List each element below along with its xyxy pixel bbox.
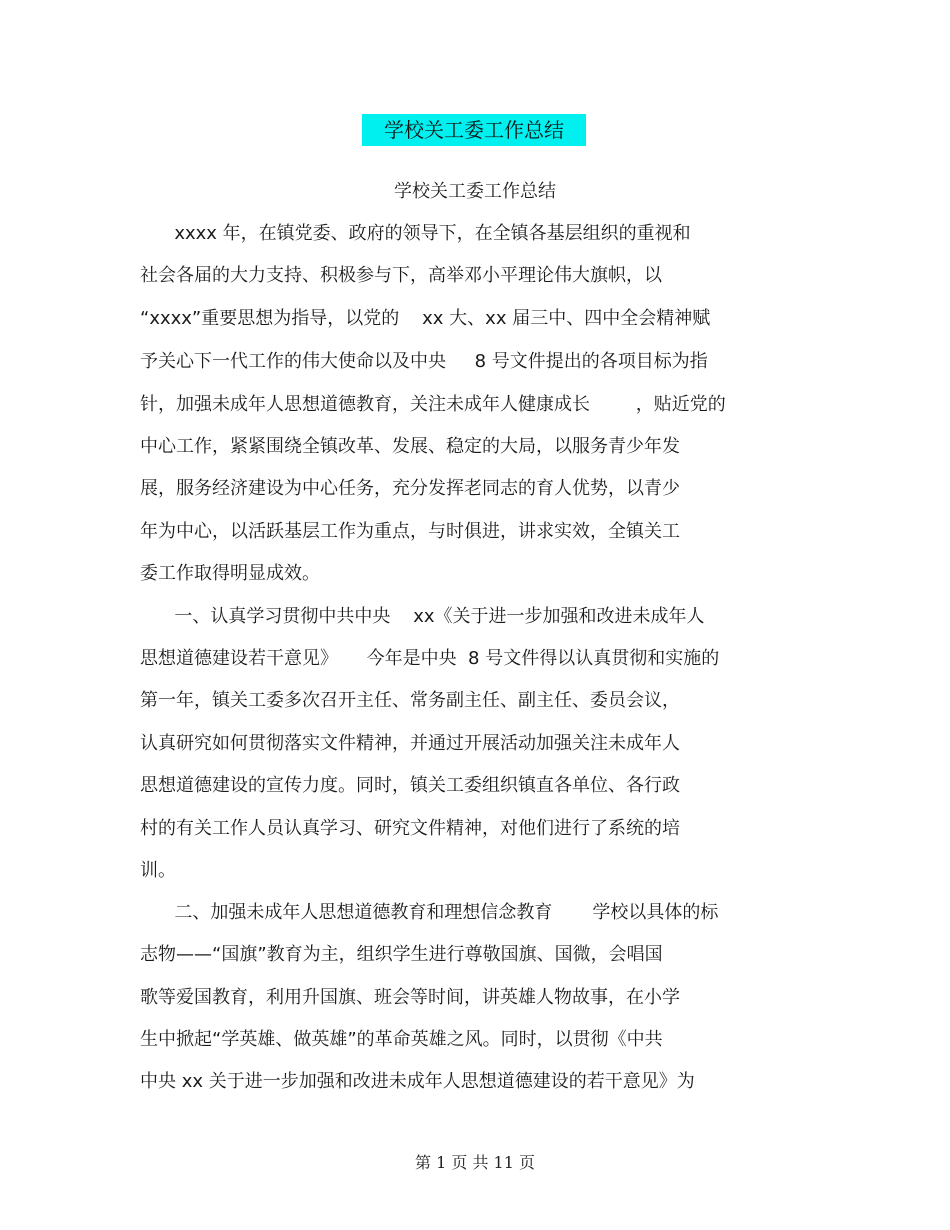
document-title: 学校关工委工作总结 (362, 114, 586, 146)
body-line: 二、加强未成年人思想道德教育和理想信念教育 学校以具体的标 (140, 902, 719, 923)
body-line: 第一年，镇关工委多次召开主任、常务副主任、副主任、委员会议， (140, 690, 680, 711)
body-line: 思想道德建设的宣传力度。同时，镇关工委组织镇直各单位、各行政 (140, 775, 680, 796)
body-line: 村的有关工作人员认真学习、研究文件精神，对他们进行了系统的培 (140, 818, 680, 839)
body-line: 认真研究如何贯彻落实文件精神，并通过开展活动加强关注未成年人 (140, 733, 680, 754)
body-line: 歌等爱国教育，利用升国旗、班会等时间，讲英雄人物故事，在小学 (140, 987, 680, 1008)
body-line: 思想道德建设若干意见》 今年是中央 8 号文件得以认真贯彻和实施的 (140, 648, 720, 669)
document-subtitle: 学校关工委工作总结 (394, 181, 556, 202)
body-line: 委工作取得明显成效。 (140, 563, 320, 584)
body-line: 中心工作，紧紧围绕全镇改革、发展、稳定的大局，以服务青少年发 (140, 436, 680, 457)
body-line: 社会各届的大力支持、积极参与下，高举邓小平理论伟大旗帜，以 (140, 265, 662, 286)
body-line: 生中掀起“学英雄、做英雄”的革命英雄之风。同时，以贯彻《中共 (140, 1029, 663, 1050)
body-line: 年为中心，以活跃基层工作为重点，与时俱进，讲求实效，全镇关工 (140, 521, 680, 542)
body-line: “xxxx”重要思想为指导，以党的 xx 大、xx 届三中、四中全会精神赋 (140, 308, 711, 329)
body-line: 针，加强未成年人思想道德教育，关注未成年人健康成长 ，贴近党的 (140, 394, 726, 415)
body-line: 一、认真学习贯彻中共中央 xx《关于进一步加强和改进未成年人 (140, 606, 705, 627)
body-line: 展，服务经济建设为中心任务，充分发挥老同志的育人优势，以青少 (140, 478, 680, 499)
body-line: 志物——“国旗”教育为主，组织学生进行尊敬国旗、国微，会唱国 (140, 944, 663, 965)
page-number-footer: 第 1 页 共 11 页 (415, 1153, 535, 1172)
body-line: xxxx 年，在镇党委、政府的领导下，在全镇各基层组织的重视和 (140, 223, 691, 244)
body-line: 训。 (140, 860, 176, 881)
body-line: 中央 xx 关于进一步加强和改进未成年人思想道德建设的若干意见》为 (140, 1071, 695, 1092)
body-line: 予关心下一代工作的伟大使命以及中央 8 号文件提出的各项目标为指 (140, 351, 708, 372)
